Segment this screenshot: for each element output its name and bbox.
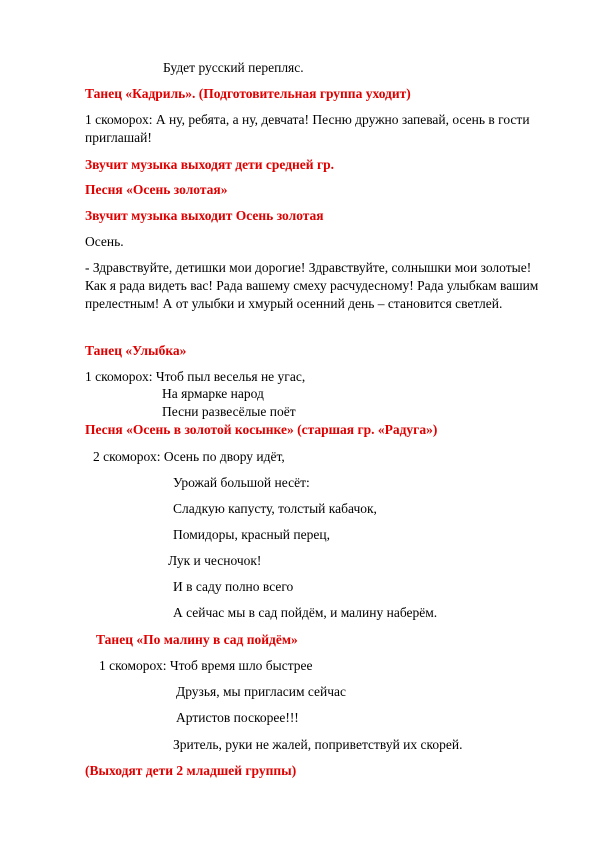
verse-line: Песни развесёлые поёт [162,404,296,419]
verse-line: На ярмарке народ [162,386,264,401]
stage-direction: Танец «Улыбка» [85,343,187,358]
verse-line: Зритель, руки не жалей, поприветствуй их скорей. [173,737,463,752]
speaker-line: 2 скоморох: Осень по двору идёт, [93,449,285,464]
speaker-line: 1 скоморох: А ну, ребята, а ну, девчата! Песню дружно запевай, осень в гости [85,112,530,127]
speaker-line: приглашай! [85,130,152,145]
speaker-line: 1 скоморох: Чтоб пыл веселья не угас, [85,369,306,384]
stage-direction: Танец «Кадриль». (Подготовительная группа уходит) [85,86,411,101]
speaker-line: 1 скоморох: Чтоб время шло быстрее [99,658,313,673]
stage-direction: (Выходят дети 2 младшей группы) [85,763,297,778]
verse-line: Друзья, мы пригласим сейчас [176,684,347,699]
verse-line: Артистов поскорее!!! [176,710,299,725]
stage-direction: Песня «Осень золотая» [85,182,228,197]
verse-line: Урожай большой несёт: [173,475,310,490]
verse-line: А сейчас мы в сад пойдём, и малину наберём. [173,605,438,620]
stage-direction: Песня «Осень в золотой косынке» (старшая гр. «Радуга») [85,422,438,437]
stage-direction: Танец «По малину в сад пойдём» [96,632,298,647]
verse-line: И в саду полно всего [173,579,294,594]
verse-line: Будет русский перепляс. [163,60,304,75]
verse-line: Лук и чесночок! [168,553,262,568]
speech-paragraph: - Здравствуйте, детишки мои дорогие! Здравствуйте, солнышки мои золотые! Как я рада видеть вас! Рада вашему смеху расчудесному! Рада улыбкам вашим прелестным! А от улыбки и хмурый осенний день – становится светлей. [85,260,539,311]
verse-line: Помидоры, красный перец, [173,527,330,542]
stage-direction: Звучит музыка выходит Осень золотая [85,208,324,223]
stage-direction: Звучит музыка выходят дети средней гр. [85,157,334,172]
speaker-name: Осень. [85,234,124,249]
verse-line: Сладкую капусту, толстый кабачок, [173,501,377,516]
